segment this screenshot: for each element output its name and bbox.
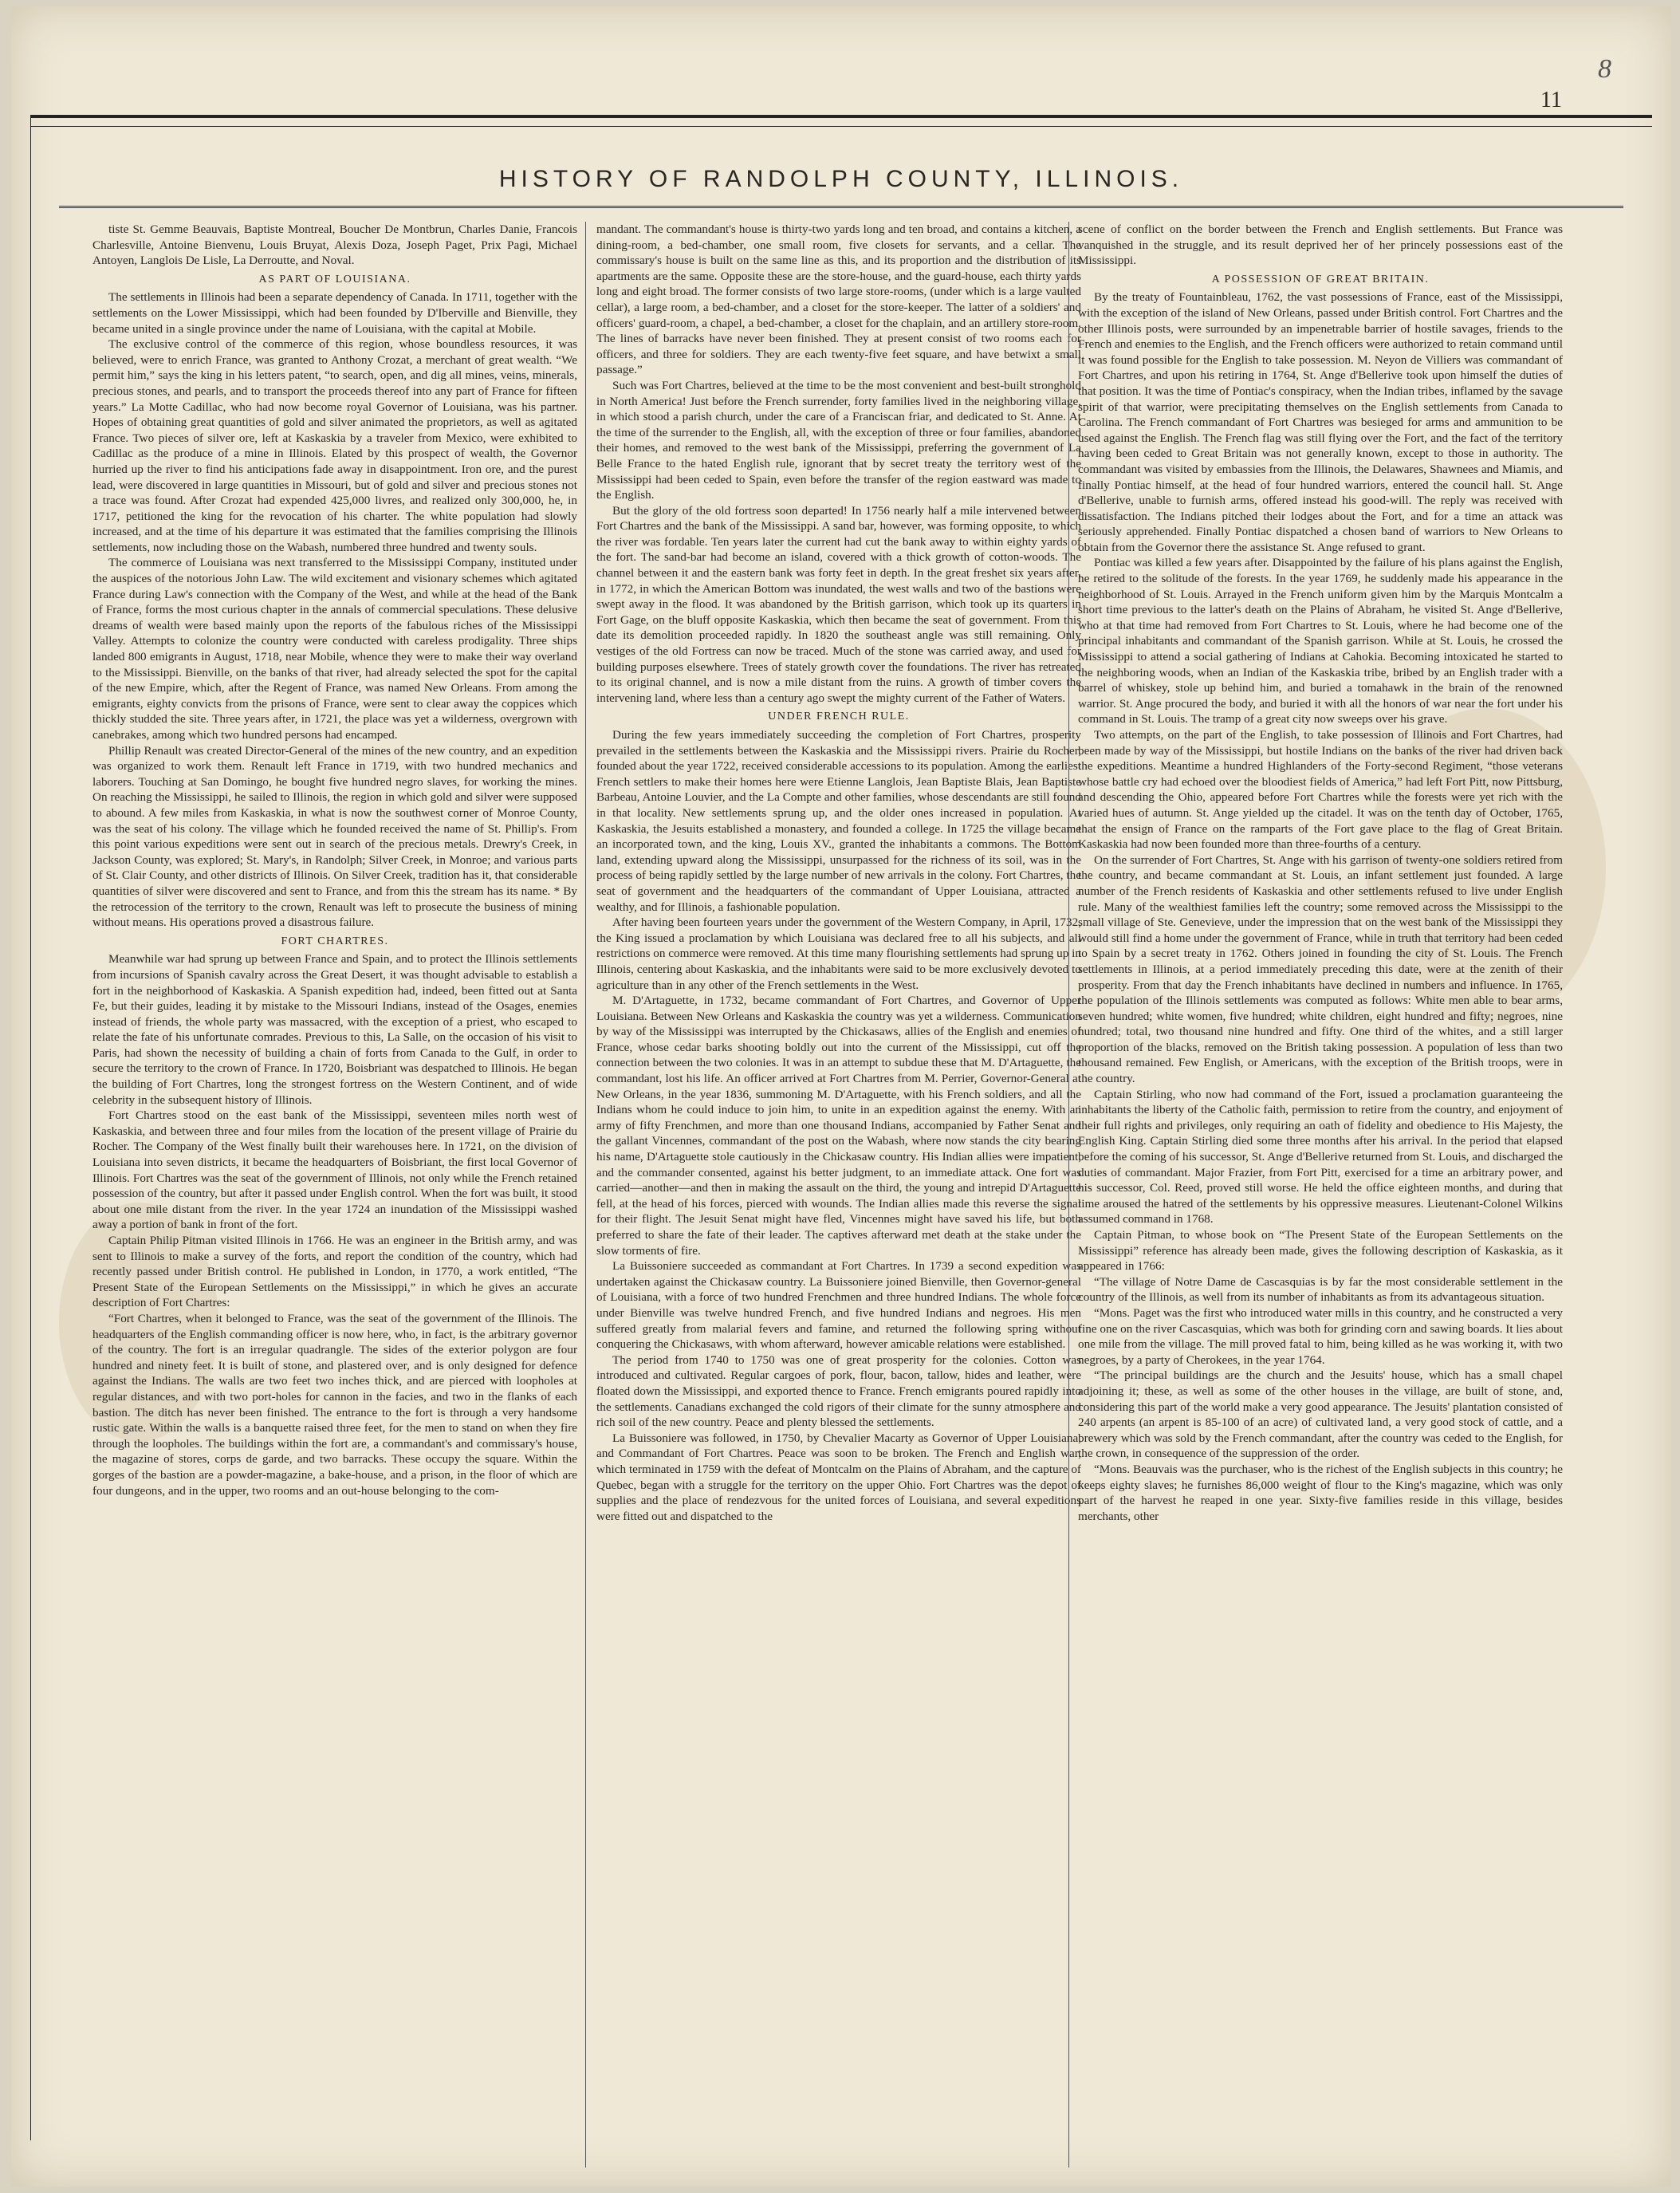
- paragraph: The exclusive control of the commerce of this region, whose boundless resources, it was believed, were to enrich France, was granted to Anthony Crozat, a merchant of great wealth. “We permit him,” says the king in his letters patent, “to search, open, and dig all mines, veins, minerals, precious stones, and pearls, and to transport the proceeds thereof into any part of France for fifteen years.” La Motte Cadillac, who had now become royal Governor of Louisiana, was his partner. Hopes of obtaining great quantities of gold and silver animated the proprietors, as well as agitated France. Two pieces of silver ore, left at Kaskaskia by a traveler from Mexico, were exhibited to Cadillac as the produce of a mine in Illinois. Elated by this prospect of wealth, the Governor hurried up the river to find his anticipations fade away in disappointment. Iron ore, and the purest lead, were discovered in large quantities in Missouri, but of gold and silver and precious stones not a trace was found. After Crozat had expended 425,000 livres, and realized only 300,000, he, in 1717, petitioned the king for the revocation of his charter. The white population had slowly increased, and at the time of his departure it was estimated that the families comprising the Illinois settlements, now including those on the Wabash, numbered three hundred and twenty souls.: [92, 337, 577, 554]
- paragraph: Captain Philip Pitman visited Illinois in 1766. He was an engineer in the British army, and was sent to Illinois to make a survey of the forts, and report the condition of the country, which had recently passed under British control. He published in London, in 1770, a work entitled, “The Present State of the European Settlements on the Mississippi,” in which he gives an accurate description of Fort Chartres:: [92, 1234, 577, 1310]
- paragraph: “Fort Chartres, when it belonged to France, was the seat of the government of the Illinois. The headquarters of the English commanding officer is now here, who, in fact, is the arbitrary governor of the country. The fort is an irregular quadrangle. The sides of the exterior polygon are four hundred and ninety feet. It is built of stone, and plastered over, and is only designed for defence against the Indians. The walls are two feet two inches thick, and are pierced with loopholes at regular distances, and with two port-holes for cannon in the facies, and two in the flanks of each bastion. The ditch has never been finished. The entrance to the fort is through a very handsome rustic gate. Within the walls is a banquette raised three feet, for the men to stand on when they fire through the loopholes. The buildings within the fort are, a commandant's and commissary's house, the magazine of stores, corps de garde, and two barracks. These occupy the square. Within the gorges of the bastion are a powder-magazine, a bake-house, and a prison, in the floor of which are four dungeons, and in the upper, two rooms and an out-house belonging to the com-: [92, 1311, 577, 1498]
- paragraph: Captain Stirling, who now had command of the Fort, issued a proclamation guaranteeing the inhabitants the liberty of the Catholic faith, permission to retire from the country, and enjoyment of their full rights and privileges, only requiring an oath of fidelity and obedience to His Majesty, the English King. Captain Stirling died some three months after his arrival. In the period that elapsed before the coming of his successor, St. Ange d'Bellerive returned from St. Louis, and discharged the duties of commandant. Major Frazier, from Fort Pitt, exercised for a time an arbitrary power, and his successor, Col. Reed, proved still worse. He held the office eighteen months, and during that time aroused the hatred of the settlements by his oppressive measures. Lieutenant-Colonel Wilkins assumed command in 1768.: [1078, 1087, 1563, 1226]
- paragraph: The settlements in Illinois had been a separate dependency of Canada. In 1711, together with the settlements on the Lower Mississippi, which had been founded by D'Iberville and Bienville, they became united in a single province under the name of Louisiana, with the capital at Mobile.: [92, 290, 577, 336]
- section-heading: FORT CHARTRES.: [281, 935, 389, 947]
- section-heading: UNDER FRENCH RULE.: [768, 711, 910, 723]
- paragraph: “The principal buildings are the church and the Jesuits' house, which has a small chapel adjoining it; these, as well as some of the other houses in the village, are built of stone, and, considering this part of the world make a very good appearance. The Jesuits' plantation consisted of 240 arpents (an arpent is 85-100 of an acre) of cultivated land, a very good stock of cattle, and a brewery which was sold by the French commandant, after the country was ceded to the English, for the crown, in consequence of the suppression of the order.: [1078, 1368, 1563, 1461]
- column-divider: [1068, 222, 1069, 2167]
- paragraph: But the glory of the old fortress soon departed! In 1756 nearly half a mile intervened between Fort Chartres and the bank of the Mississippi. A sand bar, however, was forming opposite, to which the river was fordable. Ten years later the current had cut the bank away to within eighty yards of the fort. The sand-bar had become an island, covered with a thick growth of cotton-woods. The channel between it and the eastern bank was forty feet in depth. In the great freshet six years after, in 1772, in which the American Bottom was inundated, the west walls and two of the bastions were swept away in the flood. It was abandoned by the British garrison, which took up its quarters in Fort Gage, on the bluff opposite Kaskaskia, which then became the seat of government. From this date its demolition proceeded rapidly. In 1820 the southeast angle was still remaining. Only vestiges of the old Fortress can now be traced. Much of the stone was carried away, and used for building purposes elsewhere. Trees of stately growth cover the foundations. The river has retreated to its original channel, and is now a mile distant from the ruins. A growth of timber covers the intervening land, where less than a century ago swept the mighty current of the Father of Waters.: [596, 503, 1081, 705]
- page-title: HISTORY OF RANDOLPH COUNTY, ILLINOIS.: [498, 166, 1184, 192]
- paragraph: La Buissoniere was followed, in 1750, by Chevalier Macarty as Governor of Upper Louisiana, and Commandant of Fort Chartres. Peace was soon to be broken. The French and English war, which terminated in 1759 with the defeat of Montcalm on the Plains of Abraham, and the capture of Quebec, began with a struggle for the territory on the upper Ohio. Fort Chartres was the depot of supplies and the place of rendezvous for the united forces of Louisiana, and several expeditions were fitted out and dispatched to the: [596, 1431, 1081, 1523]
- paragraph: Two attempts, on the part of the English, to take possession of Illinois and Fort Chartres, had been made by way of the Mississippi, but hostile Indians on the banks of the river had driven back the expeditions. Meantime a hundred Highlanders of the Forty-second Regiment, “those veterans whose battle cry had echoed over the bloodiest fields of America,” had left Fort Pitt, now Pittsburg, and descending the Ohio, appeared before Fort Chartres while the forests were yet rich with the varied hues of autumn. St. Ange yielded up the citadel. It was on the tenth day of October, 1765, that the ensign of France on the ramparts of the Fort gave place to the flag of Great Britain. Kaskaskia had now been founded more than three-fourths of a century.: [1078, 728, 1563, 852]
- section-heading: AS PART OF LOUISIANA.: [258, 273, 411, 285]
- page-number: 11: [1540, 88, 1562, 112]
- paragraph: tiste St. Gemme Beauvais, Baptiste Montreal, Boucher De Montbrun, Charles Danie, Francois Charlesville, Antoine Bienvenu, Louis Bruyat, Alexis Doza, Joseph Paget, Prix Pagi, Michael Antoyen, Langlois De Lisle, La Derroutte, and Noval.: [92, 222, 577, 268]
- left-border-rule: [30, 115, 31, 2140]
- paragraph: During the few years immediately succeeding the completion of Fort Chartres, prosperity prevailed in the settlements between the Kaskaskia and the Mississippi rivers. Prairie du Rocher, founded about the year 1722, received considerable accessions to its population. Among the earliest French settlers to make their homes here were Etienne Langlois, Jean Baptiste Blais, Jean Baptiste Barbeau, Antoine Louvier, and the La Compte and other families, whose descendants are still found in that locality. New settlements sprung up, and the older ones increased in population. At Kaskaskia, the Jesuits established a monastery, and founded a college. In 1725 the village became an incorporated town, and the king, Louis XV., granted the inhabitants a commons. The Bottom land, extending upward along the Mississippi, unsurpassed for the richness of its soil, was in the process of being rapidly settled by the large number of new arrivals in the colony. Fort Chartres, the seat of government and the headquarters of the commandant of Upper Louisiana, attracted a wealthy, and for Illinois, a fashionable population.: [596, 728, 1081, 914]
- corner-mark: 8: [1598, 54, 1611, 84]
- paragraph: “Mons. Beauvais was the purchaser, who is the richest of the English subjects in this country; he keeps eighty slaves; he furnishes 86,000 weight of flour to the King's magazine, which was only part of the harvest he reaped in one year. Sixty-five families reside in this village, besides merchants, other: [1078, 1462, 1563, 1523]
- paragraph: Fort Chartres stood on the east bank of the Mississippi, seventeen miles north west of Kaskaskia, and between three and four miles from the location of the present village of Prairie du Rocher. The Company of the West finally built their warehouses here. In 1721, on the division of Louisiana into seven districts, it became the headquarters of Boisbriant, the first local Governor of Illinois. Fort Chartres was the seat of the government of Illinois, not only while the French retained possession of the country, but after it passed under English control. When the fort was built, it stood about one mile distant from the river. In the year 1724 an inundation of the Mississippi washed away a portion of bank in front of the fort.: [92, 1108, 577, 1232]
- section-heading: A POSSESSION OF GREAT BRITAIN.: [1211, 273, 1430, 285]
- paragraph: La Buissoniere succeeded as commandant at Fort Chartres. In 1739 a second expedition was undertaken against the Chickasaw country. La Buissoniere joined Bienville, then Governor-general of Louisiana, with a force of two hundred Frenchmen and three hundred Indians. The whole force under Bienville was twelve hundred French, and five hundred Indians and negroes. His men suffered greatly from malarial fevers and famine, and returned the following spring without conquering the Chickasaws, with whom afterward, however amicable relations were established.: [596, 1259, 1081, 1352]
- page-sheet: [11, 6, 1671, 2187]
- paragraph: The commerce of Louisiana was next transferred to the Mississippi Company, instituted under the auspices of the notorious John Law. The wild excitement and visionary schemes which agitated France during Law's connection with the Company of the West, and while at the head of the Bank of France, forms the most curious chapter in the annals of commercial speculations. These delusive dreams of wealth were based mainly upon the reports of the fabulous riches of the Mississippi Valley. Attempts to colonize the country were conducted with careless prodigality. Three ships landed 800 emigrants in August, 1718, near Mobile, whence they were to make their way overland to the Mississippi. Bienville, on the banks of that river, had already selected the spot for the capital of the new Empire, which, after the Regent of France, was named New Orleans. From among the emigrants, eighty convicts from the prisons of France, were sent to clear away the coppices which thickly studded the site. Three years after, in 1721, the place was yet a wilderness, overgrown with canebrakes, among which two hundred persons had encamped.: [92, 556, 577, 742]
- text-column-1: [92, 222, 577, 2167]
- top-border-rule: [30, 115, 1652, 127]
- text-column-2: [596, 222, 1081, 2167]
- title-rule: [59, 206, 1623, 208]
- paragraph: After having been fourteen years under the government of the Western Company, in April, 1732, the King issued a proclamation by which Louisiana was declared free to all his subjects, and all restrictions on commerce were removed. At this time many flourishing settlements had sprung up in Illinois, centering about Kaskaskia, and the inhabitants were said to be more exclusively devoted to agriculture than in any other of the French settlements in the West.: [596, 915, 1081, 992]
- paragraph: On the surrender of Fort Chartres, St. Ange with his garrison of twenty-one soldiers retired from the country, and became commandant at St. Louis, an infant settlement just founded. A large number of the French residents of Kaskaskia and other settlements refused to live under English rule. Many of the wealthiest families left the country; some removed across the Mississippi to the small village of Ste. Genevieve, under the impression that on the west bank of the Mississippi they would still find a home under the government of France, while in truth that territory had been ceded to Spain by a secret treaty in 1762. Others joined in founding the city of St. Louis. The French settlements in Illinois, at a period immediately preceding this date, were at the zenith of their prosperity. From that day the French inhabitants have declined in numbers and influence. In 1765, the population of the Illinois settlements was computed as follows: White men able to bear arms, seven hundred; white women, five hundred; white children, eight hundred and fifty; negroes, nine hundred; total, two thousand nine hundred and fifty. One third of the whites, and a still larger proportion of the blacks, removed on the British taking possession. A population of less than two thousand remained. Few English, or Americans, with the exception of the British troops, were in the country.: [1078, 852, 1563, 1086]
- paragraph: Meanwhile war had sprung up between France and Spain, and to protect the Illinois settlements from incursions of Spanish cavalry across the Great Desert, it was thought advisable to establish a fort in the neighborhood of Kaskaskia. A Spanish expedition had, indeed, been fitted out at Santa Fe, but their guides, leading it by mistake to the Missouri Indians, instead of the Osages, enemies instead of friends, the whole party was massacred, with the exception of a priest, who escaped to relate the fate of his unfortunate comrades. Previous to this, La Salle, on the occasion of his visit to Paris, had shown the necessity of building a chain of forts from Canada to the Gulf, in order to secure the territory to the crown of France. In 1720, Boisbriant was despatched to Illinois. He began the building of Fort Chartres, long the strongest fortress on the Western Continent, and of wide celebrity in the subsequent history of Illinois.: [92, 952, 577, 1107]
- paragraph: Pontiac was killed a few years after. Disappointed by the failure of his plans against the English, he retired to the solitude of the forests. In the year 1769, he suddenly made his appearance in the neighborhood of St. Louis. Arrayed in the French uniform given him by the Marquis Montcalm a short time previous to the latter's death on the Plains of Abraham, he visited St. Ange d'Bellerive, who at that time had removed from Fort Chartres to St. Louis, where he had become one of the principal inhabitants and commandant of the Spanish garrison. While at St. Louis, he crossed the Mississippi to attend a social gathering of Indians at Cahokia. Becoming intoxicated he started to the neighboring woods, when an Indian of the Kaskaskia tribe, bribed by an English trader with a barrel of whiskey, stole up behind him, and buried a tomahawk in the brain of the renowned warrior. St. Ange procured the body, and buried it with all the honors of war near the fort under his command in St. Louis. The tramp of a great city now sweeps over his grave.: [1078, 556, 1563, 726]
- column-divider: [585, 222, 586, 2167]
- paragraph: The period from 1740 to 1750 was one of great prosperity for the colonies. Cotton was introduced and cultivated. Regular cargoes of pork, flour, bacon, tallow, hides and leather, were floated down the Mississippi, and exported thence to France. French emigrants poured rapidly into the settlements. Canadians exchanged the cold rigors of their climate for the sunny atmosphere and rich soil of the new country. Peace and plenty blessed the settlements.: [596, 1352, 1081, 1430]
- text-column-3: [1078, 222, 1563, 2167]
- paragraph: Such was Fort Chartres, believed at the time to be the most convenient and best-built stronghold in North America! Just before the French surrender, forty families lived in the neighboring village, in which stood a parish church, under the care of a Franciscan friar, and dedicated to St. Anne. At the time of the surrender to the English, all, with the exception of three or four families, abandoned their homes, and removed to the west bank of the Mississippi, preferring the government of La Belle France to the hated English rule, ignorant that by secret treaty the territory west of the Mississippi had been ceded to Spain, even before the transfer of the region eastward was made to the English.: [596, 378, 1081, 502]
- paragraph: “Mons. Paget was the first who introduced water mills in this country, and he constructed a very fine one on the river Cascasquias, which was both for grinding corn and sawing boards. It lies about one mile from the village. The mill proved fatal to him, being killed as he was working it, with two negroes, by a party of Cherokees, in the year 1764.: [1078, 1305, 1563, 1367]
- paragraph: “The village of Notre Dame de Cascasquias is by far the most considerable settlement in the country of the Illinois, as well from its number of inhabitants as from its advantageous situation.: [1078, 1274, 1563, 1305]
- paragraph: Phillip Renault was created Director-General of the mines of the new country, and an expedition was organized to work them. Renault left France in 1719, with two hundred mechanics and laborers. Touching at San Domingo, he bought five hundred negro slaves, for working the mines. On reaching the Mississippi, he sailed to Illinois, the region in which gold and silver were supposed to abound. A few miles from Kaskaskia, in what is now the southwest corner of Monroe County, was the seat of his colony. The village which he founded received the name of St. Phillip's. From this point various expeditions were sent out in search of the precious metals. Drewry's Creek, in Jackson County, was explored; St. Mary's, in Randolph; Silver Creek, in Monroe; and various parts of St. Clair County, and other districts of Illinois. On Silver Creek, tradition has it, that considerable quantities of silver were discovered and sent to France, and from this the stream has its name. * By the retrocession of the territory to the crown, Renault was left to prosecute the business of mining without means. His operations proved a disastrous failure.: [92, 743, 577, 930]
- paragraph: mandant. The commandant's house is thirty-two yards long and ten broad, and contains a kitchen, a dining-room, a bed-chamber, one small room, five closets for servants, and a cellar. The commissary's house is built on the same line as this, and its proportion and the distribution of its apartments are the same. Opposite these are the store-house, and the guard-house, each thirty yards long and eight broad. The former consists of two large store-rooms, (under which is a large vaulted cellar), a large room, a bed-chamber, and a closet for the store-keeper. The latter of a soldiers' and officers' guard-room, a chapel, a bed-chamber, a closet for the chaplain, and an artillery store-room. The lines of barracks have never been finished. They at present consist of two rooms each for officers, and three for soldiers. They are each twenty-five feet square, and have betwixt a small passage.”: [596, 222, 1081, 377]
- paragraph: scene of conflict on the border between the French and English settlements. But France was vanquished in the struggle, and its result deprived her of her princely possessions east of the Mississippi.: [1078, 222, 1563, 268]
- paragraph: Captain Pitman, to whose book on “The Present State of the European Settlements on the Mississippi” reference has already been made, gives the following description of Kaskaskia, as it appeared in 1766:: [1078, 1228, 1563, 1274]
- paragraph: M. D'Artaguette, in 1732, became commandant of Fort Chartres, and Governor of Upper Louisiana. Between New Orleans and Kaskaskia the country was yet a wilderness. Communication by way of the Mississippi was interrupted by the Chickasaws, allies of the English and enemies of France, whose cedar barks shooting boldly out into the current of the Mississippi, cut off the connection between the two colonies. It was in an attempt to subdue these that M. D'Artaguette, the commandant, lost his life. An officer arrived at Fort Chartres from M. Perrier, Governor-General at New Orleans, in the year 1836, summoning M. D'Artaguette, with his French soldiers, and all the Indians whom he could induce to join him, to unite in an expedition against the enemy. With an army of fifty Frenchmen, and more than one thousand Indians, accompanied by Father Senat and the gallant Vincennes, commandant of the post on the Wabash, where now stands the city bearing his name, D'Artaguette stole cautiously in the Chickasaw country. His Indian allies were impatient, and the commander consented, against his better judgment, to an immediate attack. One fort was carried—another—and then in making the assault on the third, the young and intrepid D'Artaguette fell, at the head of his forces, pierced with wounds. The Indian allies made this reverse the signal for their flight. The Jesuit Senat might have fled, Vincennes might have saved his life, but both preferred to share the fate of their leader. The captives afterward met death at the stake under the slow torments of fire.: [596, 994, 1081, 1258]
- paragraph: By the treaty of Fountainbleau, 1762, the vast possessions of France, east of the Mississippi, with the exception of the island of New Orleans, passed under British control. Fort Chartres and the other Illinois posts, were surrounded by an impenetrable barrier of hostile savages, friends to the French and enemies to the English, and the French officers were authorized to retain command until it was found possible for the English to take possession. M. Neyon de Villiers was commandant of Fort Chartres, and upon his retiring in 1764, St. Ange d'Bellerive took upon himself the duties of that position. It was the time of Pontiac's conspiracy, when the Indian tribes, inflamed by the savage spirit of that warrior, were precipitating themselves on the English settlements from Canada to Carolina. The French commandant of Fort Chartres was besieged for arms and ammunition to be used against the English. The French flag was still flying over the Fort, and the fact of the territory having been ceded to Great Britain was not generally known, except to those in authority. The commandant was visited by embassies from the Illinois, the Delawares, Shawnees and Miamis, and finally Pontiac himself, at the head of four hundred warriors, entered the council hall. St. Ange d'Bellerive, unable to furnish arms, offered instead his good-will. The reply was received with dissatisfaction. The Indians pitched their lodges about the Fort, and for a time an attack was seriously apprehended. Finally Pontiac dispatched a chosen band of warriors to New Orleans to obtain from the Governor there the assistance St. Ange refused to grant.: [1078, 290, 1563, 554]
